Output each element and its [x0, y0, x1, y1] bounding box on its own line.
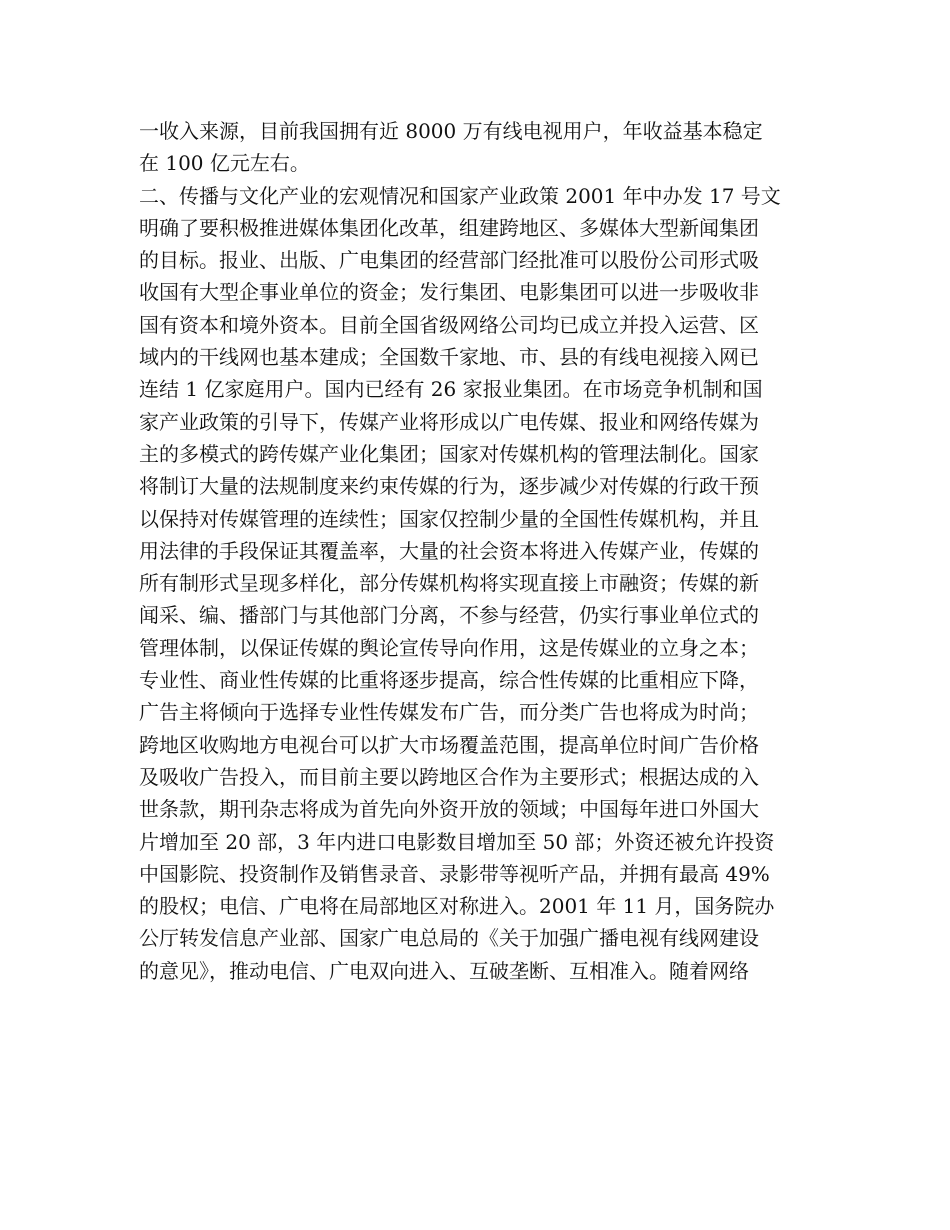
text-line: 中国影院、投资制作及销售录音、录影带等视听产品，并拥有最高 49% — [139, 861, 770, 886]
text-line: 闻采、编、播部门与其他部门分离，不参与经营，仍实行事业单位式的 — [139, 603, 759, 628]
text-line: 世条款，期刊杂志将成为首先向外资开放的领域；中国每年进口外国大 — [139, 797, 759, 822]
text-line: 跨地区收购地方电视台可以扩大市场覆盖范围，提高单位时间广告价格 — [139, 732, 759, 757]
text-line: 所有制形式呈现多样化，部分传媒机构将实现直接上市融资；传媒的新 — [139, 571, 759, 596]
text-line: 在 100 亿元左右。 — [139, 151, 310, 176]
text-line: 连结 1 亿家庭用户。国内已经有 26 家报业集团。在市场竞争机制和国 — [139, 377, 763, 402]
text-line: 将制订大量的法规制度来约束传媒的行为，逐步减少对传媒的行政干预 — [139, 474, 759, 499]
text-line: 用法律的手段保证其覆盖率，大量的社会资本将进入传媒产业，传媒的 — [139, 538, 759, 563]
text-line: 的股权；电信、广电将在局部地区对称进入。2001 年 11 月，国务院办 — [139, 894, 775, 919]
text-line: 的目标。报业、出版、广电集团的经营部门经批准可以股份公司形式吸 — [139, 248, 759, 273]
text-line: 国有资本和境外资本。目前全国省级网络公司均已成立并投入运营、区 — [139, 312, 759, 337]
text-line: 的意见》，推动电信、广电双向进入、互破垄断、互相准入。随着网络 — [139, 958, 749, 983]
text-line: 域内的干线网也基本建成；全国数千家地、市、县的有线电视接入网已 — [139, 345, 759, 370]
text-line: 收国有大型企事业单位的资金；发行集团、电影集团可以进一步吸收非 — [139, 280, 759, 305]
text-line: 主的多模式的跨传媒产业化集团；国家对传媒机构的管理法制化。国家 — [139, 441, 759, 466]
text-line: 以保持对传媒管理的连续性；国家仅控制少量的全国性传媒机构，并且 — [139, 506, 759, 531]
text-line: 管理体制，以保证传媒的舆论宣传导向作用，这是传媒业的立身之本； — [139, 635, 759, 660]
text-line: 明确了要积极推进媒体集团化改革，组建跨地区、多媒体大型新闻集团 — [139, 215, 759, 240]
text-line: 及吸收广告投入，而目前主要以跨地区合作为主要形式；根据达成的入 — [139, 764, 759, 789]
text-line: 二、传播与文化产业的宏观情况和国家产业政策 2001 年中办发 17 号文 — [139, 183, 781, 208]
text-line: 片增加至 20 部，3 年内进口电影数目增加至 50 部；外资还被允许投资 — [139, 829, 775, 854]
text-line: 家产业政策的引导下，传媒产业将形成以广电传媒、报业和网络传媒为 — [139, 409, 759, 434]
text-line: 广告主将倾向于选择专业性传媒发布广告，而分类广告也将成为时尚； — [139, 700, 759, 725]
text-line: 公厅转发信息产业部、国家广电总局的《关于加强广播电视有线网建设 — [139, 926, 759, 951]
text-line: 专业性、商业性传媒的比重将逐步提高，综合性传媒的比重相应下降， — [139, 668, 759, 693]
text-line: 一收入来源，目前我国拥有近 8000 万有线电视用户，年收益基本稳定 — [139, 119, 763, 143]
body-text — [139, 115, 819, 987]
